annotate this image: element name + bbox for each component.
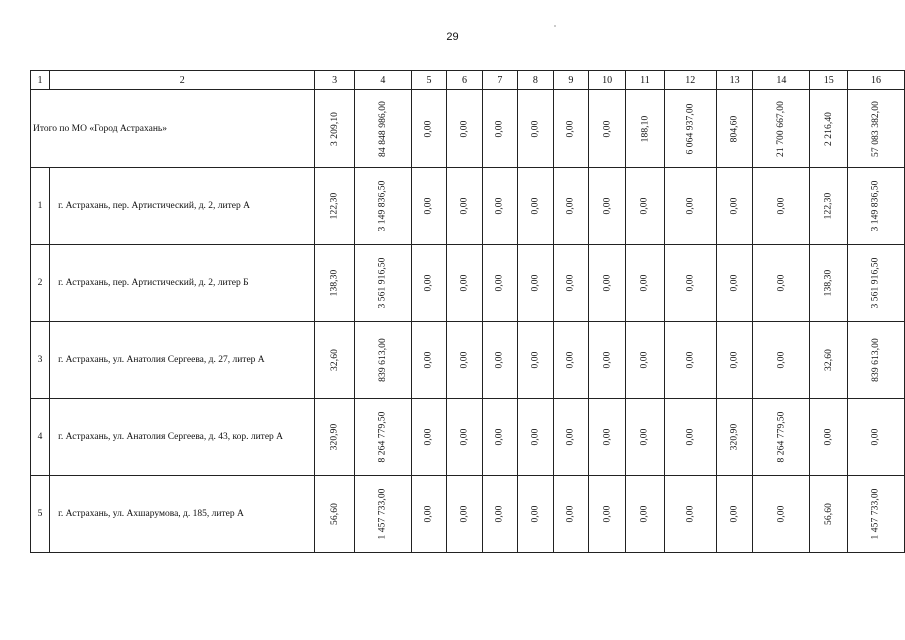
total-row xyxy=(31,90,905,168)
row-value: 1 457 733,00 xyxy=(377,488,388,540)
value-cell xyxy=(411,322,446,399)
value-cell xyxy=(411,476,446,553)
value-cell xyxy=(664,476,716,553)
value-cell xyxy=(626,399,664,476)
row-address: г. Астрахань, пер. Артистический, д. 2, литер Б xyxy=(50,245,315,322)
total-value: 57 083 382,00 xyxy=(871,100,881,157)
total-value: 0,00 xyxy=(424,119,434,138)
value-cell xyxy=(354,168,411,245)
value-cell xyxy=(810,399,848,476)
header-cell: 11 xyxy=(626,71,664,90)
row-value: 0,00 xyxy=(494,428,505,446)
total-value-cell xyxy=(518,90,553,168)
value-cell xyxy=(810,245,848,322)
row-value: 0,00 xyxy=(424,274,434,292)
table-row xyxy=(31,245,905,322)
total-value-cell xyxy=(447,90,482,168)
row-value: 3 149 836,50 xyxy=(377,180,388,232)
value-cell xyxy=(553,322,588,399)
row-value: 0,00 xyxy=(685,505,696,523)
total-label: Итого по МО «Город Астрахань» xyxy=(31,90,315,168)
total-value: 3 209,10 xyxy=(329,111,340,146)
value-cell xyxy=(753,245,810,322)
value-cell xyxy=(447,168,482,245)
value-cell xyxy=(753,476,810,553)
table-row xyxy=(31,168,905,245)
total-value: 804,60 xyxy=(729,115,740,142)
value-cell xyxy=(664,322,716,399)
value-cell xyxy=(553,399,588,476)
row-value: 0,00 xyxy=(729,197,740,215)
value-cell xyxy=(354,322,411,399)
row-address: г. Астрахань, пер. Артистический, д. 2, литер А xyxy=(50,168,315,245)
header-cell: 10 xyxy=(589,71,626,90)
row-value: 0,00 xyxy=(565,197,576,215)
value-cell xyxy=(411,168,446,245)
total-value-cell xyxy=(848,90,905,168)
value-cell xyxy=(411,245,446,322)
total-value: 2 216,40 xyxy=(823,111,834,146)
value-cell xyxy=(354,245,411,322)
header-cell: 16 xyxy=(848,71,905,90)
value-cell xyxy=(626,322,664,399)
row-value: 0,00 xyxy=(424,428,434,446)
value-cell xyxy=(848,168,905,245)
total-value: 0,00 xyxy=(494,119,505,138)
row-value: 0,00 xyxy=(776,197,787,215)
row-value: 3 561 916,50 xyxy=(870,257,881,309)
value-cell xyxy=(518,476,553,553)
total-value-cell xyxy=(753,90,810,168)
total-value-cell xyxy=(626,90,664,168)
value-cell xyxy=(753,399,810,476)
value-cell xyxy=(315,476,354,553)
value-cell xyxy=(753,322,810,399)
value-cell xyxy=(753,168,810,245)
row-value: 0,00 xyxy=(424,197,434,215)
row-value: 0,00 xyxy=(729,505,740,523)
header-cell: 2 xyxy=(50,71,315,90)
value-cell xyxy=(518,399,553,476)
row-value: 8 264 779,50 xyxy=(776,411,787,463)
row-value: 0,00 xyxy=(530,197,541,215)
value-cell xyxy=(716,476,753,553)
row-value: 839 613,00 xyxy=(871,338,881,382)
value-cell xyxy=(810,476,848,553)
row-value: 32,60 xyxy=(329,349,340,371)
value-cell xyxy=(447,322,482,399)
header-cell: 15 xyxy=(810,71,848,90)
row-value: 0,00 xyxy=(823,428,834,446)
total-value: 84 848 986,00 xyxy=(377,100,388,157)
total-value: 0,00 xyxy=(459,119,470,138)
row-value: 0,00 xyxy=(776,351,787,369)
row-number: 2 xyxy=(31,245,50,322)
row-value: 0,00 xyxy=(602,428,613,446)
value-cell xyxy=(589,476,626,553)
value-cell xyxy=(848,476,905,553)
value-cell xyxy=(716,322,753,399)
value-cell xyxy=(354,476,411,553)
value-cell xyxy=(447,245,482,322)
value-cell xyxy=(315,168,354,245)
value-cell xyxy=(315,322,354,399)
row-value: 0,00 xyxy=(459,197,470,215)
value-cell xyxy=(810,168,848,245)
row-value: 0,00 xyxy=(565,274,576,292)
value-cell xyxy=(626,168,664,245)
page-number: 29 xyxy=(446,31,459,43)
row-value: 3 561 916,50 xyxy=(377,257,388,309)
row-value: 320,90 xyxy=(329,423,340,451)
total-value-cell xyxy=(411,90,446,168)
value-cell xyxy=(589,245,626,322)
total-value-cell xyxy=(589,90,626,168)
row-value: 0,00 xyxy=(685,351,696,369)
total-value: 0,00 xyxy=(565,119,576,138)
total-value: 0,00 xyxy=(530,119,541,138)
row-address: г. Астрахань, ул. Ахшарумова, д. 185, литер А xyxy=(50,476,315,553)
value-cell xyxy=(589,399,626,476)
value-cell xyxy=(664,399,716,476)
header-cell: 12 xyxy=(664,71,716,90)
row-value: 0,00 xyxy=(530,274,541,292)
value-cell xyxy=(518,245,553,322)
row-value: 0,00 xyxy=(494,351,505,369)
row-address: г. Астрахань, ул. Анатолия Сергеева, д. 43, кор. литер А xyxy=(50,399,315,476)
header-cell: 9 xyxy=(553,71,588,90)
value-cell xyxy=(553,245,588,322)
total-value-cell xyxy=(315,90,354,168)
table-header-row xyxy=(31,71,905,90)
header-cell: 1 xyxy=(31,71,50,90)
value-cell xyxy=(447,476,482,553)
row-value: 56,60 xyxy=(823,503,834,525)
row-number: 4 xyxy=(31,399,50,476)
total-value: 0,00 xyxy=(602,119,613,138)
row-value: 0,00 xyxy=(459,505,470,523)
row-value: 0,00 xyxy=(685,428,696,446)
row-value: 0,00 xyxy=(459,428,470,446)
row-value: 0,00 xyxy=(530,428,541,446)
row-value: 320,90 xyxy=(729,423,740,451)
row-value: 0,00 xyxy=(776,505,787,523)
total-value-cell xyxy=(716,90,753,168)
header-cell: 5 xyxy=(411,71,446,90)
row-value: 0,00 xyxy=(602,505,613,523)
row-value: 32,60 xyxy=(823,349,834,371)
total-value: 188,10 xyxy=(639,115,650,142)
header-cell: 3 xyxy=(315,71,354,90)
value-cell xyxy=(482,322,517,399)
value-cell xyxy=(447,399,482,476)
total-value: 21 700 667,00 xyxy=(776,100,787,157)
row-value: 0,00 xyxy=(424,505,434,523)
value-cell xyxy=(626,476,664,553)
row-number: 3 xyxy=(31,322,50,399)
total-value: 6 064 937,00 xyxy=(685,102,696,155)
row-value: 1 457 733,00 xyxy=(870,488,881,540)
row-value: 0,00 xyxy=(459,274,470,292)
row-value: 3 149 836,50 xyxy=(870,180,881,232)
row-value: 0,00 xyxy=(602,351,613,369)
row-value: 0,00 xyxy=(565,351,576,369)
value-cell xyxy=(589,322,626,399)
row-value: 122,30 xyxy=(329,192,340,220)
row-value: 0,00 xyxy=(685,274,696,292)
row-value: 0,00 xyxy=(424,351,434,369)
value-cell xyxy=(482,168,517,245)
row-value: 8 264 779,50 xyxy=(377,411,388,463)
row-value: 0,00 xyxy=(459,351,470,369)
value-cell xyxy=(411,399,446,476)
value-cell xyxy=(482,399,517,476)
table-row xyxy=(31,399,905,476)
total-value-cell xyxy=(553,90,588,168)
row-value: 122,30 xyxy=(823,192,834,220)
header-cell: 6 xyxy=(447,71,482,90)
value-cell xyxy=(354,399,411,476)
row-value: 0,00 xyxy=(602,197,613,215)
row-value: 0,00 xyxy=(494,197,505,215)
value-cell xyxy=(716,245,753,322)
row-value: 0,00 xyxy=(530,351,541,369)
value-cell xyxy=(553,168,588,245)
value-cell xyxy=(848,322,905,399)
total-value-cell xyxy=(664,90,716,168)
value-cell xyxy=(482,245,517,322)
value-cell xyxy=(664,168,716,245)
row-number: 1 xyxy=(31,168,50,245)
row-value: 0,00 xyxy=(639,428,650,446)
value-cell xyxy=(848,245,905,322)
row-value: 0,00 xyxy=(685,197,696,215)
row-value: 0,00 xyxy=(494,274,505,292)
row-value: 0,00 xyxy=(494,505,505,523)
row-value: 0,00 xyxy=(639,351,650,369)
row-value: 839 613,00 xyxy=(377,338,388,382)
value-cell xyxy=(518,322,553,399)
scan-speck xyxy=(554,25,556,27)
header-cell: 7 xyxy=(482,71,517,90)
row-value: 0,00 xyxy=(565,505,576,523)
value-cell xyxy=(848,399,905,476)
table-body xyxy=(31,71,905,553)
row-value: 0,00 xyxy=(776,274,787,292)
value-cell xyxy=(664,245,716,322)
row-address: г. Астрахань, ул. Анатолия Сергеева, д. 27, литер А xyxy=(50,322,315,399)
value-cell xyxy=(553,476,588,553)
row-value: 56,60 xyxy=(329,503,340,525)
row-number: 5 xyxy=(31,476,50,553)
row-value: 0,00 xyxy=(565,428,576,446)
total-value-cell xyxy=(482,90,517,168)
value-cell xyxy=(716,168,753,245)
row-value: 0,00 xyxy=(729,274,740,292)
value-cell xyxy=(626,245,664,322)
value-cell xyxy=(589,168,626,245)
value-cell xyxy=(315,245,354,322)
header-cell: 4 xyxy=(354,71,411,90)
housing-table xyxy=(30,70,905,553)
row-value: 0,00 xyxy=(639,197,650,215)
value-cell xyxy=(716,399,753,476)
row-value: 138,30 xyxy=(823,269,834,297)
row-value: 0,00 xyxy=(602,274,613,292)
table-row xyxy=(31,476,905,553)
header-cell: 13 xyxy=(716,71,753,90)
value-cell xyxy=(810,322,848,399)
value-cell xyxy=(518,168,553,245)
row-value: 0,00 xyxy=(639,274,650,292)
row-value: 0,00 xyxy=(729,351,740,369)
row-value: 0,00 xyxy=(871,428,881,446)
total-value-cell xyxy=(810,90,848,168)
value-cell xyxy=(482,476,517,553)
value-cell xyxy=(315,399,354,476)
header-cell: 14 xyxy=(753,71,810,90)
table-row xyxy=(31,322,905,399)
row-value: 0,00 xyxy=(639,505,650,523)
total-value-cell xyxy=(354,90,411,168)
row-value: 138,30 xyxy=(329,269,340,297)
row-value: 0,00 xyxy=(530,505,541,523)
header-cell: 8 xyxy=(518,71,553,90)
